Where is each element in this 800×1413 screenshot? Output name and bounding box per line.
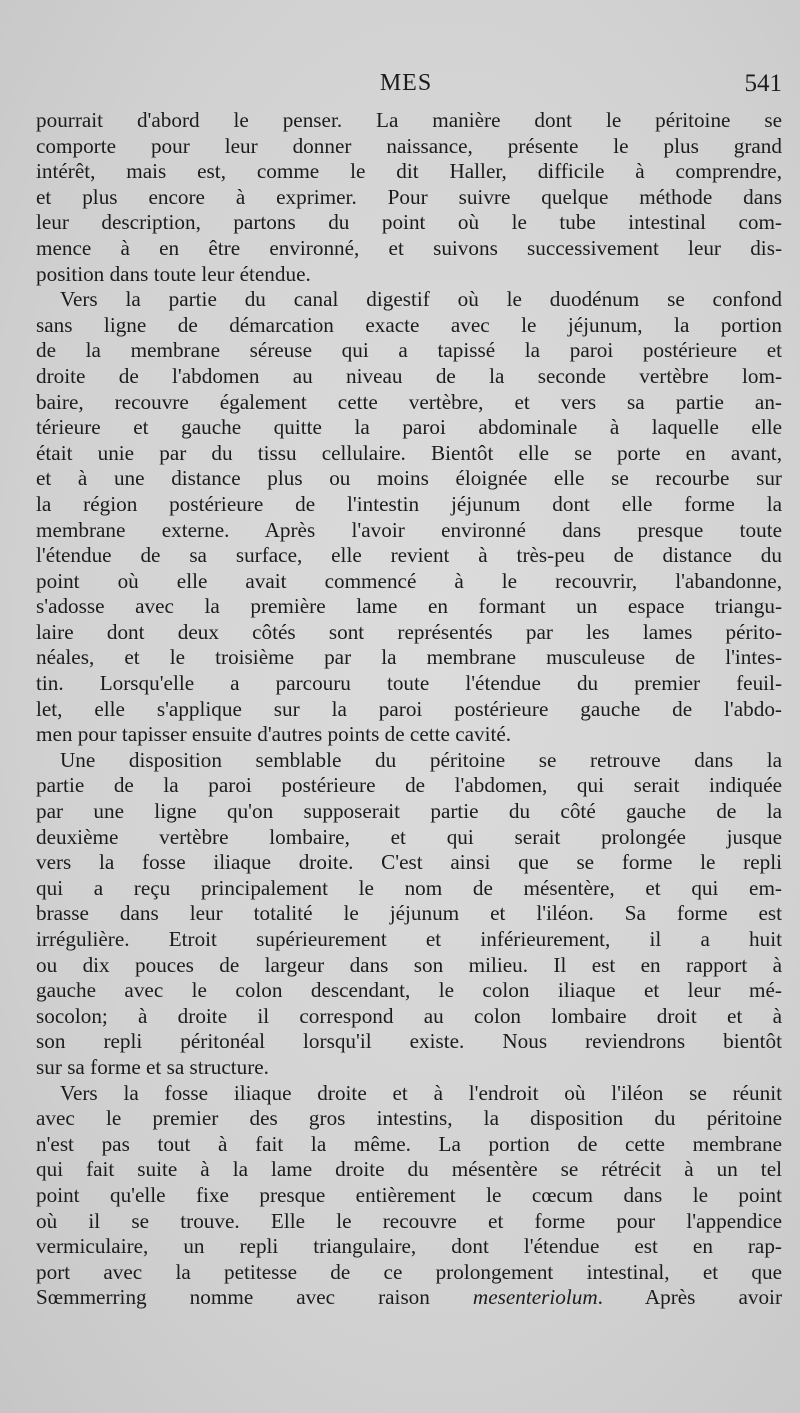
text-line: leur description, partons du point où le tube intestinal com- [36,210,782,235]
paragraph-1 [36,108,782,287]
text-line: la région postérieure de l'intestin jéjunum dont elle forme la [36,491,782,516]
text-line: brasse dans leur totalité le jéjunum et l'iléon. Sa forme est [36,901,782,926]
text-line: men pour tapisser ensuite d'autres points de cette cavité. [36,722,512,747]
text-line: let, elle s'applique sur la paroi postérieure gauche de l'abdo- [36,696,782,721]
text-line: point qu'elle fixe presque entièrement le cœcum dans le point [36,1182,782,1207]
text-line: qui fait suite à la lame droite du mésentère se rétrécit à un tel [36,1157,782,1182]
text-line: et plus encore à exprimer. Pour suivre quelque méthode dans [36,184,782,209]
text-line: s'adosse avec la première lame en formant un espace triangu- [36,594,782,619]
page-header [36,70,782,106]
text-line: sur sa forme et sa structure. [36,1054,269,1079]
page-number: 541 [744,70,782,97]
paragraph-4 [36,1081,782,1311]
text-segment: Sœmmerring nomme avec raison [36,1285,473,1310]
text-line: l'étendue de sa surface, elle revient à très-peu de distance du [36,543,782,568]
paragraph-2 [36,287,782,748]
text-line: tin. Lorsqu'elle a parcouru toute l'étendue du premier feuil- [36,671,782,696]
text-line: intérêt, mais est, comme le dit Haller, difficile à comprendre, [36,159,782,184]
text-line: mence à en être environné, et suivons successivement leur dis- [36,235,782,260]
text-line: socolon; à droite il correspond au colon lombaire droit et à [36,1003,782,1028]
paragraph-3 [36,748,782,1081]
text-line: et à une distance plus ou moins éloignée elle se recourbe sur [36,466,782,491]
text-line: était unie par du tissu cellulaire. Bientôt elle se porte en avant, [36,440,782,465]
running-head: MES [379,70,433,96]
text-line: ou dix pouces de largeur dans son milieu. Il est en rapport à [36,952,782,977]
text-line: Vers la fosse iliaque droite et à l'endroit où l'iléon se réunit [60,1080,782,1105]
text-line: Une disposition semblable du péritoine se retrouve dans la [60,747,782,772]
text-line: de la membrane séreuse qui a tapissé la paroi postérieure et [36,338,782,363]
text-line: deuxième vertèbre lombaire, et qui serait prolongée jusque [36,824,782,849]
text-line: gauche avec le colon descendant, le colon iliaque et leur mé- [36,978,782,1003]
text-line: où il se trouve. Elle le recouvre et forme pour l'appendice [36,1208,782,1233]
text-line: sans ligne de démarcation exacte avec le jéjunum, la portion [36,312,782,337]
text-line: baire, recouvre également cette vertèbre, et vers sa partie an- [36,389,782,414]
text-line: partie de la paroi postérieure de l'abdomen, qui serait indiquée [36,773,782,798]
text-line: avec le premier des gros intestins, la disposition du péritoine [36,1106,782,1131]
text-line: position dans toute leur étendue. [36,261,311,286]
text-line: membrane externe. Après l'avoir environné dans presque toute [36,517,782,542]
text-line: vers la fosse iliaque droite. C'est ainsi que se forme le repli [36,850,782,875]
text-line: laire dont deux côtés sont représentés par les lames périto- [36,619,782,644]
text-line: n'est pas tout à fait la même. La portion de cette membrane [36,1131,782,1156]
text-line: qui a reçu principalement le nom de mésentère, et qui em- [36,875,782,900]
text-line: pourrait d'abord le penser. La manière dont le péritoine se [36,108,782,132]
text-line: vermiculaire, un repli triangulaire, dont l'étendue est en rap- [36,1234,782,1259]
text-segment: . Après avoir [597,1285,783,1310]
text-line: point où elle avait commencé à le recouvrir, l'abandonne, [36,568,782,593]
text-line-final [36,1285,782,1311]
text-line: irrégulière. Etroit supérieurement et inférieurement, il a huit [36,927,782,951]
text-line: son repli péritonéal lorsqu'il existe. Nous reviendrons bientôt [36,1029,782,1054]
italic-term: mesenteriolum [472,1285,598,1310]
text-line: comporte pour leur donner naissance, présente le plus grand [36,133,782,158]
text-line: néales, et le troisième par la membrane musculeuse de l'intes- [36,645,782,670]
text-line: térieure et gauche quitte la paroi abdominale à laquelle elle [36,415,782,440]
text-line: par une ligne qu'on supposerait partie du côté gauche de la [36,799,782,824]
text-line: Vers la partie du canal digestif où le duodénum se confond [60,287,782,312]
text-line: port avec la petitesse de ce prolongement intestinal, et que [36,1259,782,1284]
text-line: droite de l'abdomen au niveau de la seconde vertèbre lom- [36,363,782,388]
body-text [36,108,782,1311]
